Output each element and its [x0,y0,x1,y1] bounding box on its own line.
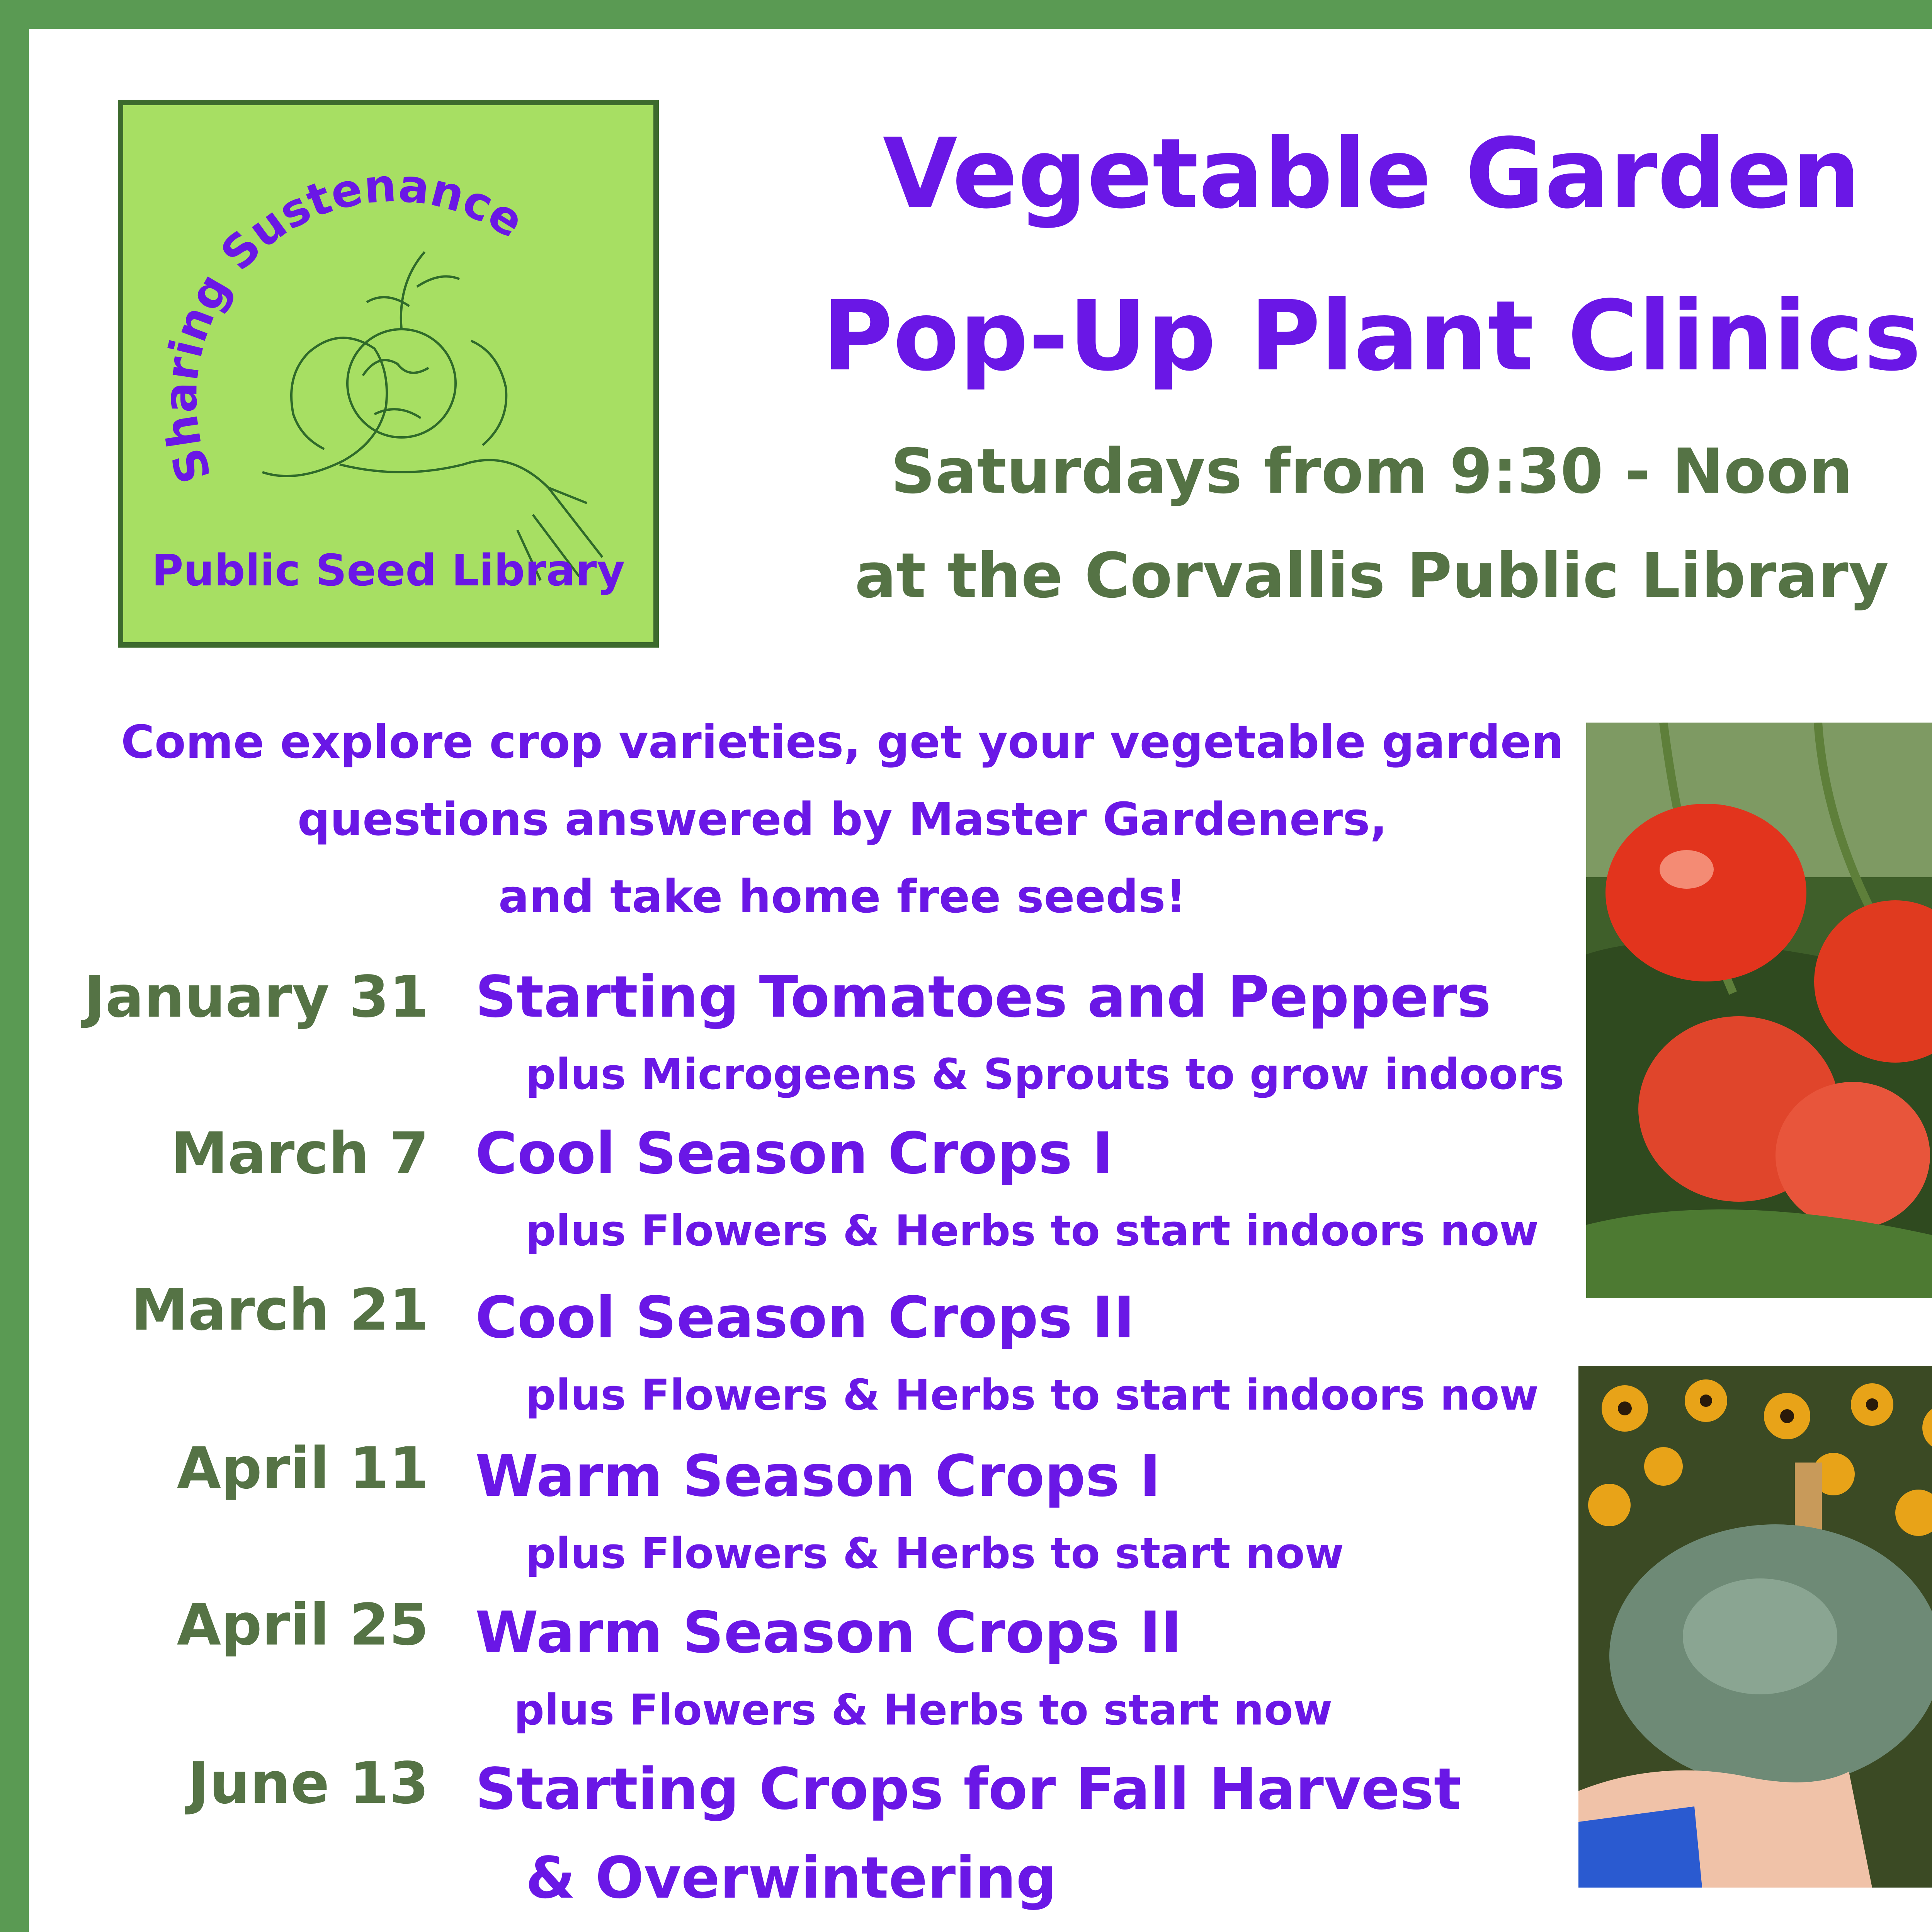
event-topic: Warm Season Crops II [475,1599,1182,1666]
intro-line: questions answered by Master Gardeners, [297,793,1388,846]
event-date: April 25 [177,1592,429,1658]
event-date: January 31 [84,964,429,1030]
intro-line: and take home free seeds! [498,870,1187,923]
event-date: March 21 [131,1277,429,1343]
event-date: April 11 [177,1435,429,1502]
event-topic: Warm Season Crops I [475,1443,1161,1509]
event-note: plus Microgeens & Sprouts to grow indoors [526,1049,1564,1099]
event-note: plus Flowers & Herbs to start now [526,1529,1344,1578]
event-date: March 7 [171,1120,429,1187]
location: at the Corvallis Public Library [854,539,1889,612]
page-title-line2: Pop-Up Plant Clinics [822,280,1922,392]
page-title-line1: Vegetable Garden [883,117,1861,230]
schedule-time: Saturdays from 9:30 - Noon [891,435,1853,507]
event-topic-continued: & Overwintering [526,1845,1057,1911]
event-topic: Starting Crops for Fall Harvest [475,1756,1461,1822]
squash-photo [1578,1366,1932,1888]
tomatoes-photo [1586,723,1932,1298]
logo-caption: Public Seed Library [151,546,625,596]
intro-line: Come explore crop varieties, get your vegetable garden [121,715,1564,769]
seed-library-logo [118,100,659,648]
event-note: plus Flowers & Herbs to start now [514,1685,1333,1735]
logo-arc-text: Sharing Sustenance [154,158,533,490]
event-topic: Cool Season Crops II [475,1284,1135,1351]
event-note: plus Flowers & Herbs to start indoors now [526,1206,1539,1255]
event-note: plus Flowers & Herbs to start indoors now [526,1370,1539,1420]
event-topic: Cool Season Crops I [475,1120,1114,1187]
event-date: June 13 [188,1750,429,1816]
event-topic: Starting Tomatoes and Peppers [475,964,1491,1030]
intro-text [108,703,1577,935]
